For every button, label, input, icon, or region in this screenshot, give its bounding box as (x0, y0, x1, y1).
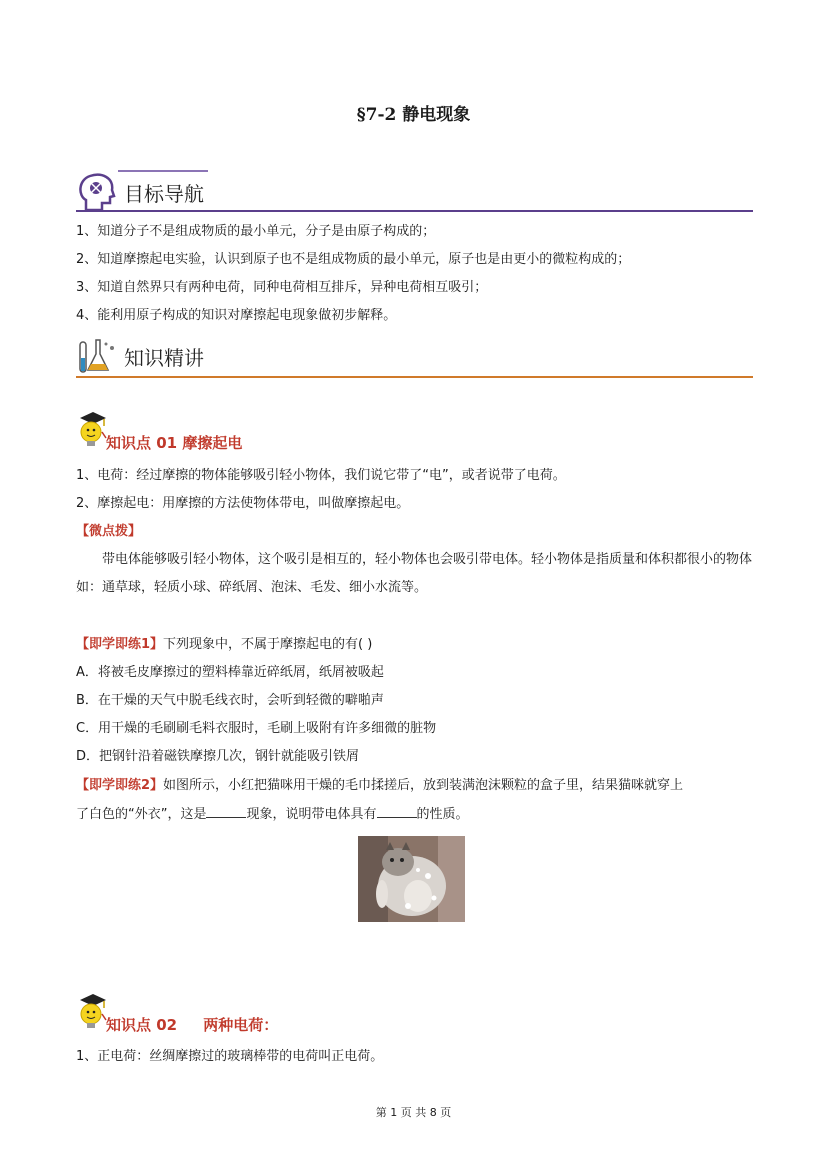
kp1-line: 2、摩擦起电：用摩擦的方法使物体带电，叫做摩擦起电。 (76, 496, 410, 511)
knowledge-section-header (76, 336, 276, 376)
goal-item: 3、知道自然界只有两种电荷，同种电荷相互排斥，异种电荷相互吸引； (76, 280, 488, 295)
page-footer: 第 1 页 共 8 页 (375, 1106, 452, 1119)
option-c: C．用干燥的毛刷刷毛料衣服时，毛刷上吸附有许多细微的脏物 (76, 721, 437, 736)
page-title: §7-2 静电现象 (356, 105, 471, 125)
practice1-question (76, 636, 372, 654)
practice2-text1: 如图所示，小红把猫咪用干燥的毛巾揉搓后，放到装满泡沫颗粒的盒子里，结果猫咪就穿上 (163, 778, 684, 793)
option-d: D．把钢针沿着磁铁摩擦几次，钢针就能吸引铁屑 (76, 749, 360, 764)
goal-item: 4、能利用原子构成的知识对摩擦起电现象做初步解释。 (76, 308, 397, 323)
answer-blank (377, 805, 417, 818)
goal-item: 1、知道分子不是组成物质的最小单元，分子是由原子构成的； (76, 224, 436, 239)
practice2-text2b: 现象，说明带电体具有 (246, 807, 377, 822)
option-a: A．将被毛皮摩擦过的塑料棒靠近碎纸屑，纸屑被吸起 (76, 665, 384, 680)
practice1-label: 【即学即练1】 (76, 637, 164, 652)
kp1-header (76, 410, 376, 450)
practice1-text: 下列现象中，不属于摩擦起电的有( ) (163, 637, 373, 652)
cat-foam-photo (358, 836, 465, 922)
goal-item: 2、知道摩擦起电实验，认识到原子也不是组成物质的最小单元，原子也是由更小的微粒构成的； (76, 252, 631, 267)
practice2-label: 【即学即练2】 (76, 778, 164, 793)
kp1-line: 1、电荷：经过摩擦的物体能够吸引轻小物体，我们说它带了“电”，或者说带了电荷。 (76, 468, 566, 483)
kp2-line: 1、正电荷：丝绸摩擦过的玻璃棒带的电荷叫正电荷。 (76, 1049, 384, 1064)
scholar-bulb-icon (76, 992, 110, 1030)
kp1-title: 知识点 01 摩擦起电 (106, 434, 243, 452)
knowledge-divider (76, 376, 753, 378)
flask-icon (76, 336, 118, 376)
kp2-title: 知识点 02 两种电荷： (106, 1016, 279, 1034)
kp2-header (76, 992, 376, 1032)
answer-blank (206, 805, 246, 818)
option-b: B．在干燥的天气中脱毛线衣时，会听到轻微的噼啪声 (76, 693, 384, 708)
head-brain-icon (76, 172, 118, 212)
tip-paragraph: 带电体能够吸引轻小物体，这个吸引是相互的，轻小物体也会吸引带电体。轻小物体是指质量和体积都很小的物体如：通草球，轻质小球、碎纸屑、泡沫、毛发、细小水流等。 (76, 552, 753, 595)
practice2-line2 (76, 805, 469, 824)
heading-decor-line (118, 170, 208, 172)
practice2-line1 (76, 777, 683, 795)
goals-section-header (76, 172, 276, 212)
practice2-text2a: 了白色的“外衣”，这是 (76, 807, 207, 822)
practice2-text2c: 的性质。 (416, 807, 469, 822)
scholar-bulb-icon (76, 410, 110, 448)
tip-label: 【微点拨】 (76, 524, 142, 539)
knowledge-heading: 知识精讲 (124, 346, 204, 370)
goals-heading: 目标导航 (124, 182, 204, 206)
goals-divider (76, 210, 753, 212)
